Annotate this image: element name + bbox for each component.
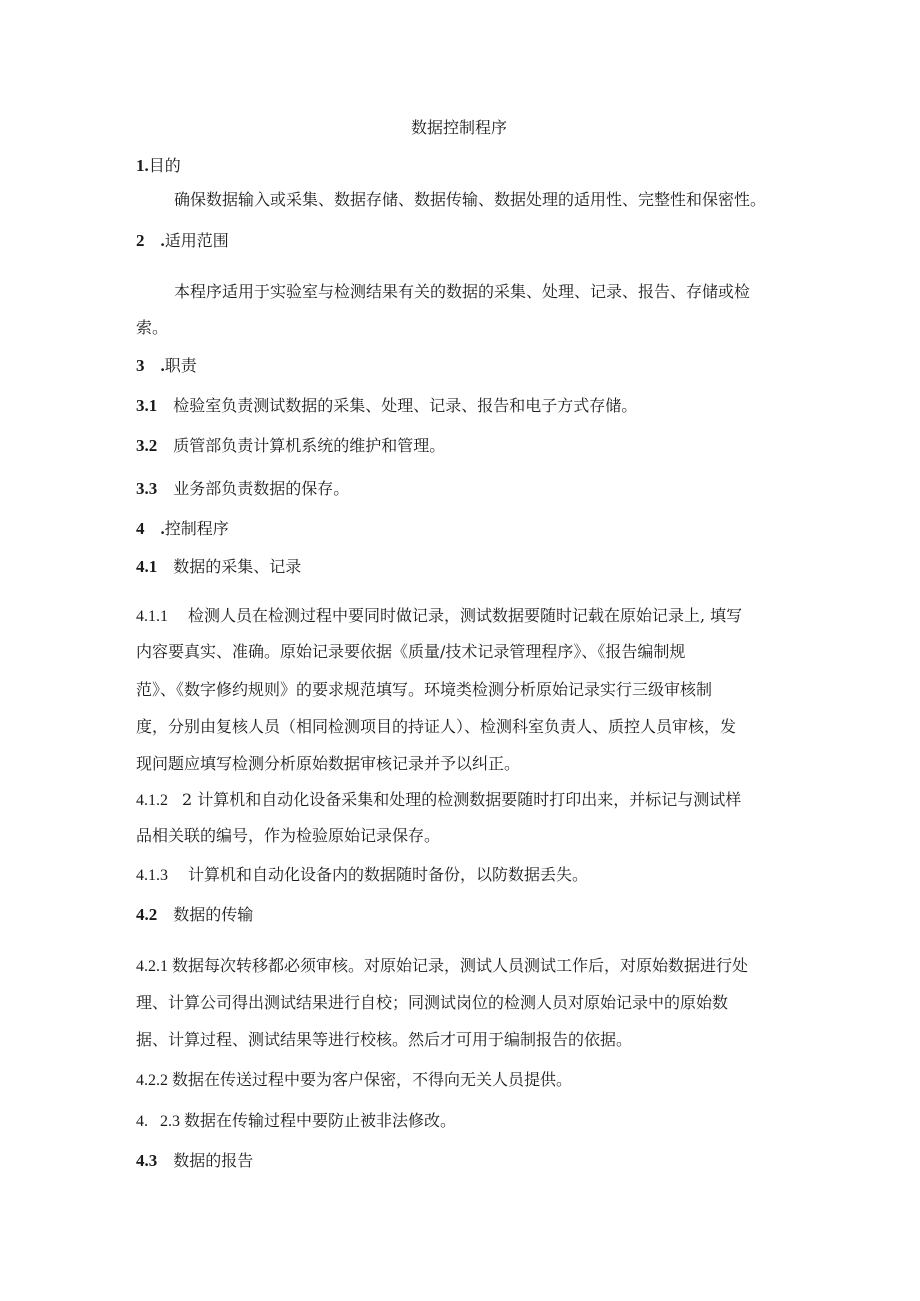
section-text: 业务部负责数据的保存。 — [173, 479, 350, 498]
section-4-2-1-line-1 — [136, 956, 748, 977]
section-4-2-3 — [136, 1111, 456, 1132]
section-text: 2 计算机和自动化设备采集和处理的检测数据要随时打印出来，并标记与测试样 — [182, 790, 742, 809]
section-dot: . — [160, 231, 165, 250]
section-4-1 — [136, 557, 301, 577]
section-3-heading — [136, 356, 197, 376]
section-number: 4. — [136, 1113, 148, 1130]
section-3-3 — [136, 479, 349, 499]
section-number: 3 — [136, 356, 145, 375]
section-dot: . — [160, 519, 165, 538]
section-number: 4.2.2 — [136, 1072, 168, 1089]
section-number: 4.1.1 — [136, 608, 168, 625]
section-4-heading — [136, 519, 229, 539]
section-text: 数据每次转移都必须审核。对原始记录，测试人员测试工作后，对原始数据进行处 — [172, 956, 749, 975]
section-number: 3.1 — [136, 396, 158, 415]
section-4-1-1-line-2: 内容要真实、准确。原始记录要依据《质量/技术记录管理程序》、《报告编制规 — [136, 642, 686, 661]
section-title: 目的 — [148, 156, 181, 175]
section-number: 4 — [136, 519, 145, 538]
section-4-2-1-line-3: 据、计算过程、测试结果等进行校核。然后才可用于编制报告的依据。 — [136, 1030, 633, 1049]
section-1-heading — [136, 156, 181, 176]
section-text: 数据的报告 — [173, 1151, 254, 1170]
section-3-1 — [136, 396, 637, 416]
section-2-heading — [136, 231, 229, 251]
section-4-2-2 — [136, 1070, 572, 1091]
section-title: 职责 — [164, 356, 197, 375]
section-text: 数据在传送过程中要为客户保密，不得向无关人员提供。 — [172, 1070, 573, 1089]
section-number: 1. — [136, 156, 149, 175]
section-2-body-line-1: 本程序适用于实验室与检测结果有关的数据的采集、处理、记录、报告、存储或检 — [174, 282, 751, 301]
section-number: 4.3 — [136, 1151, 158, 1170]
section-number: 4.1.2 — [136, 792, 168, 809]
section-4-1-2-line-1 — [136, 790, 741, 811]
section-number-cont: 2.3 — [160, 1113, 180, 1130]
section-text: 检测人员在检测过程中要同时做记录，测试数据要随时记载在原始记录上, 填写 — [188, 606, 743, 625]
section-4-2 — [136, 905, 253, 925]
section-dot: . — [160, 356, 165, 375]
section-number: 3.3 — [136, 479, 158, 498]
section-text: 数据在传输过程中要防止被非法修改。 — [184, 1111, 457, 1130]
section-4-1-1-line-4: 度，分别由复核人员（相同检测项目的持证人）、检测科室负责人、质控人员审核，发 — [136, 717, 737, 736]
section-text: 数据的采集、记录 — [173, 557, 302, 576]
section-4-1-1-line-1 — [136, 606, 742, 627]
section-1-body: 确保数据输入或采集、数据存储、数据传输、数据处理的适用性、完整性和保密性。 — [174, 190, 767, 209]
section-text: 检验室负责测试数据的采集、处理、记录、报告和电子方式存储。 — [173, 396, 638, 415]
section-number: 3.2 — [136, 436, 158, 455]
section-number: 4.1 — [136, 557, 158, 576]
section-4-1-1-line-3: 范》、《数字修约规则》的要求规范填写。环境类检测分析原始记录实行三级审核制 — [136, 680, 713, 699]
section-number: 4.1.3 — [136, 867, 168, 884]
section-text: 质管部负责计算机系统的维护和管理。 — [173, 436, 446, 455]
section-4-1-1-line-5: 现问题应填写检测分析原始数据审核记录并予以纠正。 — [136, 754, 521, 773]
section-4-2-1-line-2: 理、计算公司得出测试结果进行自校；同测试岗位的检测人员对原始记录中的原始数 — [136, 993, 729, 1012]
section-title: 控制程序 — [164, 519, 229, 538]
section-4-3 — [136, 1151, 253, 1171]
section-number: 4.2.1 — [136, 958, 168, 975]
section-4-1-3 — [136, 865, 588, 886]
section-text: 数据的传输 — [173, 905, 254, 924]
page-title: 数据控制程序 — [411, 118, 508, 137]
section-4-1-2-line-2: 品相关联的编号，作为检验原始记录保存。 — [136, 826, 441, 845]
section-3-2 — [136, 436, 445, 456]
section-2-body-line-2: 索。 — [136, 318, 169, 337]
section-text: 计算机和自动化设备内的数据随时备份，以防数据丢失。 — [188, 865, 589, 884]
section-title: 适用范围 — [164, 231, 229, 250]
section-number: 2 — [136, 231, 145, 250]
section-number: 4.2 — [136, 905, 158, 924]
